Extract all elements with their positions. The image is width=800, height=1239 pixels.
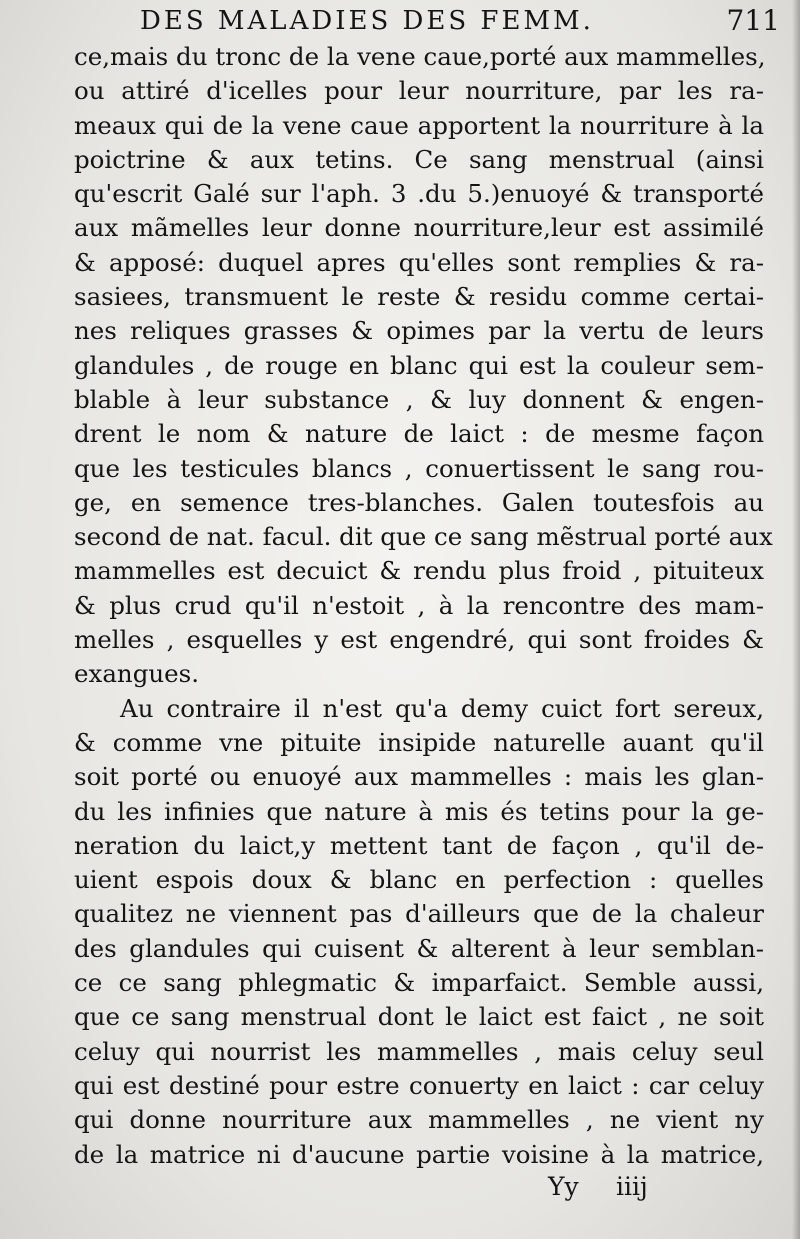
- text-line: ou attiré d'icelles pour leur nourriture, par les ra-: [74, 76, 764, 106]
- text-line: ce,mais du tronc de la vene caue,porté aux mammelles,: [74, 42, 766, 71]
- page-header: [140, 4, 780, 38]
- page-number: 711: [726, 4, 780, 37]
- text-line: qui donne nourriture aux mammelles , ne vient ny: [74, 1105, 764, 1135]
- text-line: celuy qui nourrist les mammelles , mais celuy seul: [74, 1036, 764, 1066]
- text-line: que ce sang menstrual dont le laict est faict , ne soit: [74, 1002, 764, 1032]
- text-line: nes reliques grasses & opimes par la vertu de leurs: [74, 316, 764, 346]
- text-line: qualitez ne viennent pas d'ailleurs que de la chaleur: [74, 899, 764, 929]
- text-line: mammelles est decuict & rendu plus froid , pituiteux: [74, 556, 764, 586]
- text-line: ge, en semence tres-blanches. Galen toutesfois au: [74, 487, 764, 517]
- text-line: uient espois doux & blanc en perfection : quelles: [74, 865, 764, 895]
- signature-mark: Yy: [548, 1172, 579, 1201]
- text-line: & comme vne pituite insipide naturelle auant qu'il: [74, 727, 764, 757]
- body-text: [74, 40, 773, 1172]
- text-line: exangues.: [74, 659, 200, 689]
- text-line: melles , esquelles y est engendré, qui sont froides &: [74, 625, 764, 655]
- text-line: blable à leur substance , & luy donnent & engen-: [74, 384, 764, 414]
- text-line: Au contraire il n'est qu'a demy cuict fort sereux,: [120, 693, 764, 723]
- text-line: qu'escrit Galé sur l'aph. 3 .du 5.)enuoyé & transporté: [74, 179, 764, 209]
- text-line: & apposé: duquel apres qu'elles sont remplies & ra-: [74, 247, 764, 277]
- text-line: soit porté ou enuoyé aux mammelles : mais les glan-: [74, 762, 764, 792]
- text-line: sasiees, transmuent le reste & residu comme certai-: [74, 282, 764, 312]
- text-line: de la matrice ni d'aucune partie voisine à la matrice,: [74, 1139, 764, 1169]
- text-line: & plus crud qu'il n'estoit , à la rencontre des mam-: [74, 590, 764, 620]
- text-line: second de nat. facul. dit que ce sang mẽstrual porté aux: [74, 522, 773, 552]
- text-line: des glandules qui cuisent & alterent à leur semblan-: [74, 933, 764, 963]
- text-line: glandules , de rouge en blanc qui est la couleur sem-: [74, 350, 764, 380]
- text-line: meaux qui de la vene caue apportent la nourriture à la: [74, 110, 764, 140]
- text-line: drent le nom & nature de laict : de mesme façon: [74, 419, 764, 449]
- text-line: ce ce sang phlegmatic & imparfaict. Semble aussi,: [74, 968, 764, 998]
- text-line: que les testicules blancs , conuertissent le sang rou-: [74, 453, 764, 483]
- text-line: aux mãmelles leur donne nourriture,leur est assimilé: [74, 213, 764, 243]
- page-footer: [548, 1172, 648, 1201]
- gathering-number: iiij: [615, 1172, 648, 1201]
- text-line: poictrine & aux tetins. Ce sang menstrual (ainsi: [74, 144, 764, 174]
- running-head: DES MALADIES DES FEMM.: [140, 6, 594, 36]
- text-line: neration du laict,y mettent tant de façon , qu'il de-: [74, 830, 764, 860]
- text-line: qui est destiné pour estre conuerty en laict : car celuy: [74, 1070, 764, 1100]
- page-edge-shadow: [792, 0, 800, 1239]
- text-line: du les infinies que nature à mis és tetins pour la ge-: [74, 796, 764, 826]
